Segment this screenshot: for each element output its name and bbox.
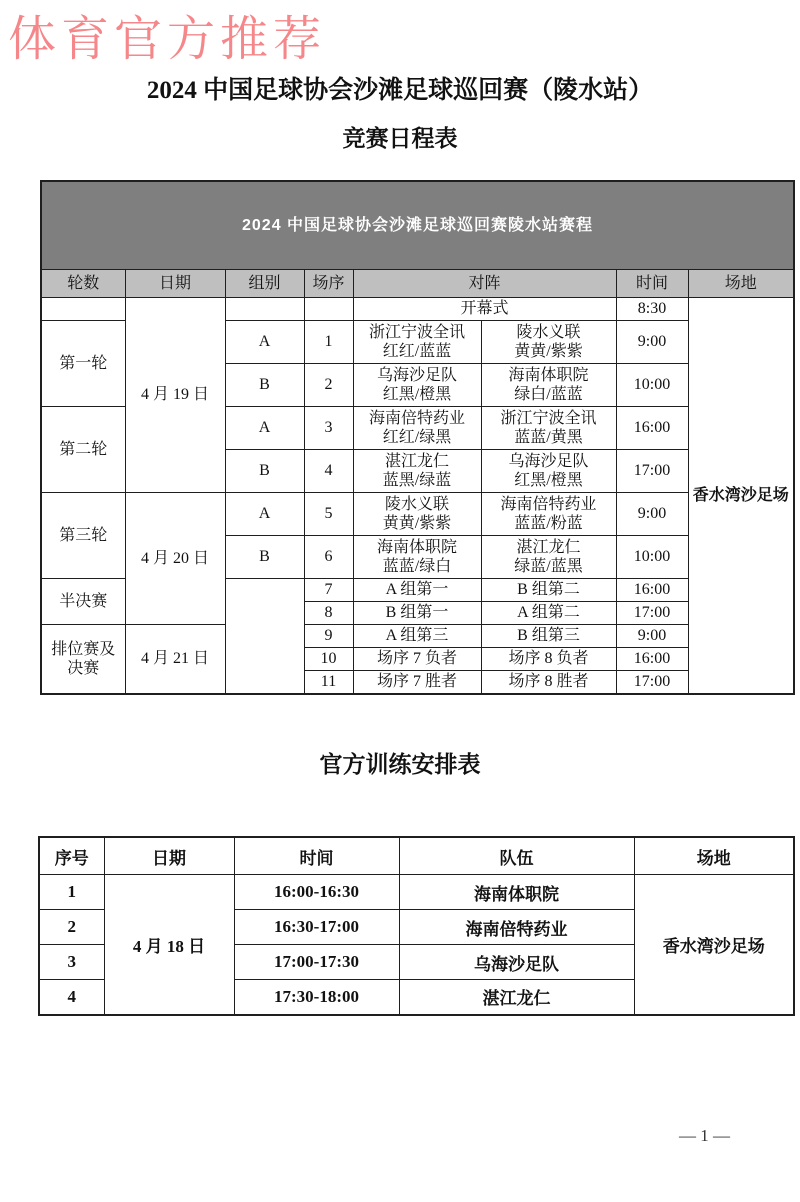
time-cell: 16:00 (616, 648, 688, 671)
home-team-cell: B 组第一 (353, 602, 481, 625)
round-cell (41, 625, 125, 694)
order-cell: 11 (304, 671, 353, 694)
opening-ceremony-row (41, 298, 794, 321)
time-cell: 17:00 (616, 450, 688, 493)
team-name: 陵水义联 (516, 323, 581, 341)
time-cell: 16:00 (616, 407, 688, 450)
away-team-cell (481, 493, 616, 536)
team-kit: 蓝蓝/粉蓝 (514, 515, 583, 532)
training-schedule-table (38, 836, 795, 1016)
date-cell: 4 月 18 日 (104, 875, 234, 1015)
team-kit: 绿白/蓝蓝 (514, 386, 583, 403)
team-kit: 红黑/橙黑 (382, 386, 452, 403)
home-team-cell (353, 364, 481, 407)
venue-cell: 香水湾沙足场 (634, 875, 794, 1015)
order-cell: 2 (304, 364, 353, 407)
col-header-matchup: 对阵 (353, 270, 616, 298)
watermark-text: 体育官方推荐 (8, 13, 327, 66)
round-cell: 第一轮 (41, 321, 125, 407)
time-cell: 16:00-16:30 (234, 875, 399, 910)
group-cell: A (225, 407, 304, 450)
date-cell: 4 月 21 日 (125, 625, 225, 694)
col-header-date: 日期 (125, 270, 225, 298)
team-name: 乌海沙足队 (376, 366, 457, 384)
home-team-cell (353, 536, 481, 579)
home-team-cell (353, 407, 481, 450)
time-cell: 10:00 (616, 536, 688, 579)
team-kit: 黄黄/紫紫 (514, 343, 583, 360)
group-cell: A (225, 321, 304, 364)
away-team-cell (481, 407, 616, 450)
team-name: 海南倍特药业 (368, 409, 465, 427)
group-cell: B (225, 536, 304, 579)
team-name: 海南倍特药业 (500, 495, 597, 513)
no-cell: 4 (39, 980, 104, 1015)
order-cell: 3 (304, 407, 353, 450)
time-cell: 17:00 (616, 602, 688, 625)
venue-cell: 香水湾沙足场 (688, 298, 794, 694)
order-cell: 4 (304, 450, 353, 493)
home-team-cell: A 组第三 (353, 625, 481, 648)
team-kit: 红红/蓝蓝 (382, 343, 452, 360)
schedule-subtitle: 竞赛日程表 (342, 126, 458, 151)
round-cell: 第二轮 (41, 407, 125, 493)
team-name: 浙江宁波全讯 (500, 409, 597, 427)
home-team-cell: A 组第一 (353, 579, 481, 602)
no-cell: 1 (39, 875, 104, 910)
team-kit: 绿蓝/蓝黑 (514, 558, 583, 575)
col-header-time: 时间 (234, 837, 399, 875)
team-kit: 蓝蓝/绿白 (382, 558, 452, 575)
training-section-title: 官方训练安排表 (319, 752, 481, 777)
order-cell: 9 (304, 625, 353, 648)
time-cell: 16:30-17:00 (234, 910, 399, 945)
time-cell: 8:30 (616, 298, 688, 321)
group-cell-empty (225, 579, 304, 694)
team-kit: 蓝黑/绿蓝 (382, 472, 452, 489)
team-kit: 红黑/橙黑 (514, 472, 583, 489)
col-header-round: 轮数 (41, 270, 125, 298)
column-header-row (41, 270, 794, 298)
home-team-cell: 场序 7 负者 (353, 648, 481, 671)
no-cell: 2 (39, 910, 104, 945)
team-cell: 海南倍特药业 (399, 910, 634, 945)
team-name: 湛江龙仁 (384, 452, 449, 470)
order-cell-empty (304, 298, 353, 321)
order-cell: 5 (304, 493, 353, 536)
away-team-cell: A 组第二 (481, 602, 616, 625)
group-cell: A (225, 493, 304, 536)
col-header-venue: 场地 (688, 270, 794, 298)
away-team-cell (481, 364, 616, 407)
col-header-team: 队伍 (399, 837, 634, 875)
time-cell: 10:00 (616, 364, 688, 407)
table-caption: 2024 中国足球协会沙滩足球巡回赛陵水站赛程 (41, 181, 794, 270)
away-team-cell: B 组第二 (481, 579, 616, 602)
group-cell: B (225, 364, 304, 407)
group-cell-empty (225, 298, 304, 321)
team-name: 浙江宁波全讯 (368, 323, 465, 341)
time-cell: 17:00 (616, 671, 688, 694)
team-name: 陵水义联 (384, 495, 449, 513)
time-cell: 17:30-18:00 (234, 980, 399, 1015)
col-header-group: 组别 (225, 270, 304, 298)
date-cell: 4 月 19 日 (125, 298, 225, 493)
knockout-row (41, 625, 794, 648)
away-team-cell: 场序 8 负者 (481, 648, 616, 671)
order-cell: 10 (304, 648, 353, 671)
order-cell: 8 (304, 602, 353, 625)
match-schedule-table (40, 180, 795, 695)
team-kit: 红红/绿黑 (382, 429, 452, 446)
page-title: 2024 中国足球协会沙滩足球巡回赛（陵水站） (146, 77, 654, 104)
team-name: 海南体职院 (508, 366, 589, 384)
column-header-row (39, 837, 794, 875)
round-cell: 第三轮 (41, 493, 125, 579)
away-team-cell: 场序 8 胜者 (481, 671, 616, 694)
order-cell: 7 (304, 579, 353, 602)
team-cell: 湛江龙仁 (399, 980, 634, 1015)
date-cell: 4 月 20 日 (125, 493, 225, 625)
team-name: 乌海沙足队 (508, 452, 589, 470)
time-cell: 17:00-17:30 (234, 945, 399, 980)
home-team-cell (353, 493, 481, 536)
order-cell: 1 (304, 321, 353, 364)
away-team-cell (481, 536, 616, 579)
team-name: 海南体职院 (376, 538, 457, 556)
page-number: — 1 — (679, 1126, 730, 1145)
opening-ceremony-cell: 开幕式 (353, 298, 616, 321)
col-header-time: 时间 (616, 270, 688, 298)
order-cell: 6 (304, 536, 353, 579)
team-cell: 海南体职院 (399, 875, 634, 910)
training-row (39, 875, 794, 910)
time-cell: 16:00 (616, 579, 688, 602)
time-cell: 9:00 (616, 321, 688, 364)
round-cell: 半决赛 (41, 579, 125, 625)
away-team-cell (481, 321, 616, 364)
time-cell: 9:00 (616, 625, 688, 648)
round-cell-empty (41, 298, 125, 321)
team-kit: 蓝蓝/黄黑 (514, 429, 583, 446)
away-team-cell: B 组第三 (481, 625, 616, 648)
team-kit: 黄黄/紫紫 (382, 515, 452, 532)
table-caption-row (41, 181, 794, 270)
match-row (41, 493, 794, 536)
away-team-cell (481, 450, 616, 493)
round-label: 排位赛及决赛 (51, 640, 116, 677)
col-header-date: 日期 (104, 837, 234, 875)
col-header-venue: 场地 (634, 837, 794, 875)
time-cell: 9:00 (616, 493, 688, 536)
no-cell: 3 (39, 945, 104, 980)
group-cell: B (225, 450, 304, 493)
home-team-cell (353, 321, 481, 364)
col-header-order: 场序 (304, 270, 353, 298)
home-team-cell: 场序 7 胜者 (353, 671, 481, 694)
col-header-no: 序号 (39, 837, 104, 875)
home-team-cell (353, 450, 481, 493)
team-cell: 乌海沙足队 (399, 945, 634, 980)
team-name: 湛江龙仁 (516, 538, 581, 556)
